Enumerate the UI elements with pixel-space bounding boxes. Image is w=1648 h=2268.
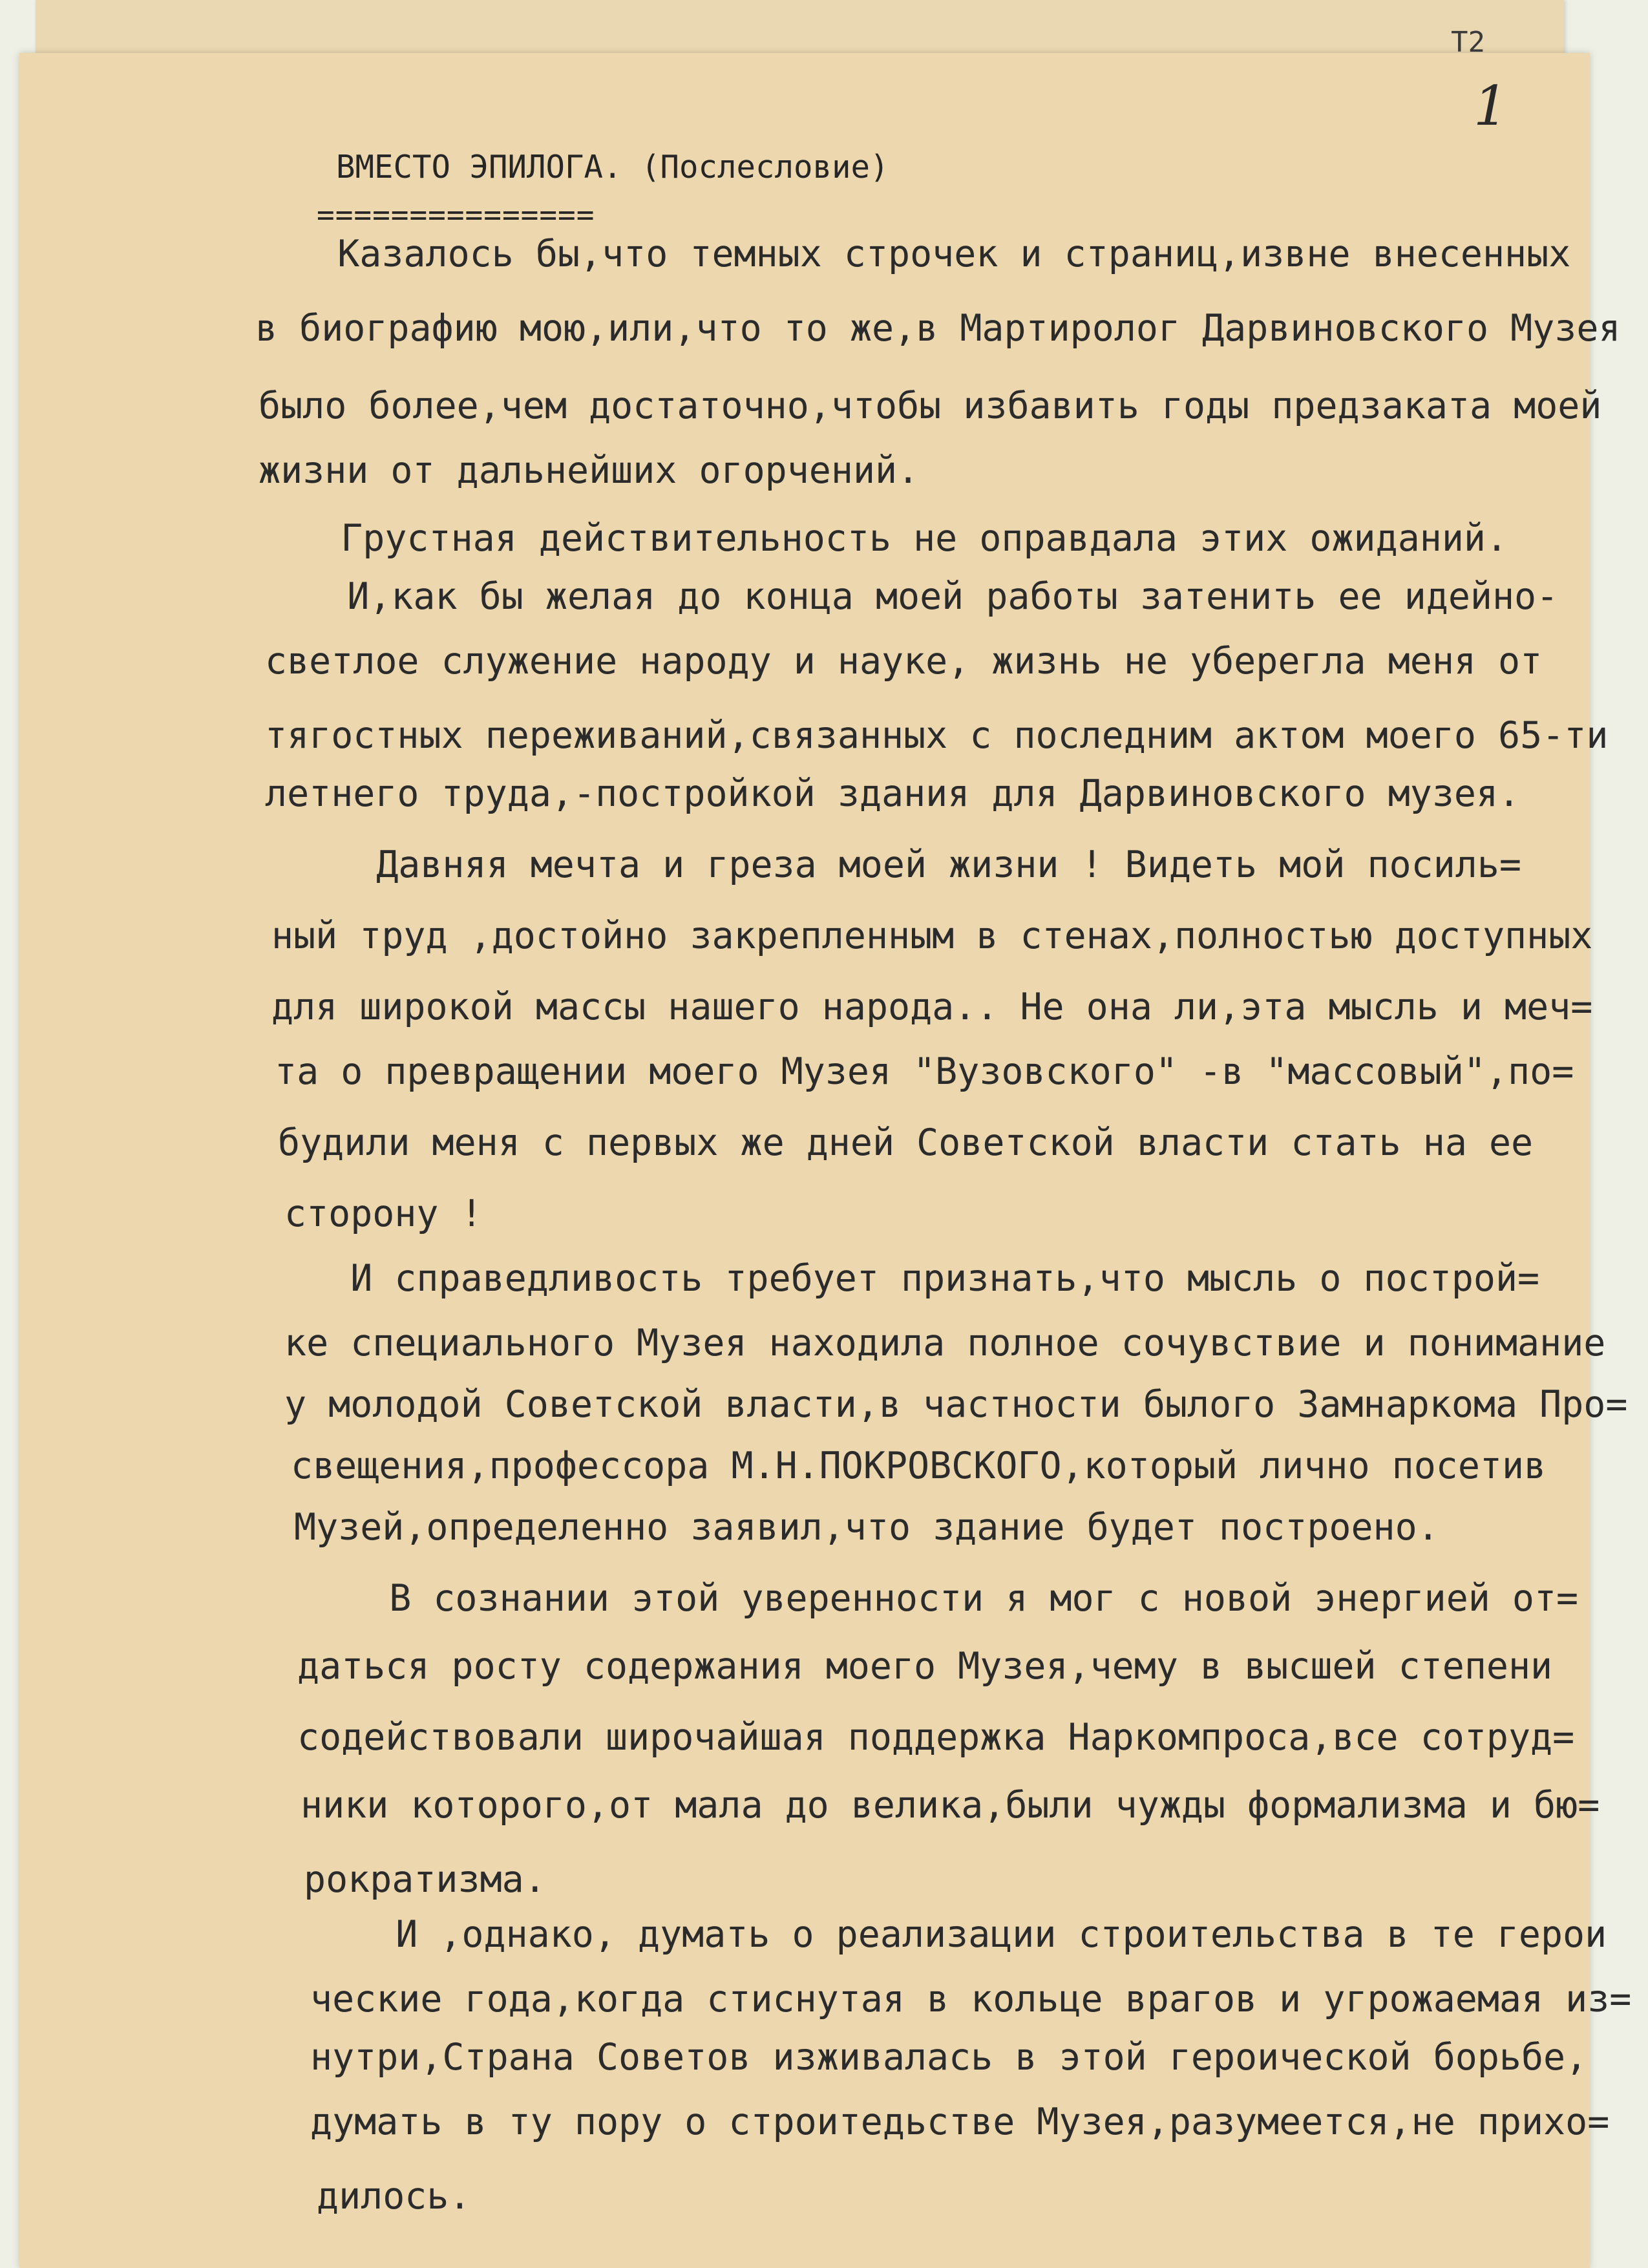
text-line: ники которого,от мала до велика,были чужды формализма и бю= xyxy=(301,1784,1600,1827)
text-line: летнего труда,-постройкой здания для Дарвиновского музея. xyxy=(265,772,1521,815)
text-line: И справедливость требует признать,что мысль о построй= xyxy=(284,1257,1540,1300)
text-line: ный труд ,достойно закрепленным в стенах,полностью доступных xyxy=(271,915,1593,957)
text-line: тягостных переживаний,связанных с последним актом моего 65-ти xyxy=(265,714,1609,757)
text-line: светлое служение народу и науке, жизнь не уберегла меня от xyxy=(265,640,1543,683)
text-line: И,как бы желая до конца моей работы затенить ее идейно- xyxy=(281,575,1559,618)
text-line: рократизма. xyxy=(304,1858,546,1901)
text-line: в биографию мою,или,что то же,в Мартиролог Дарвиновского Музея xyxy=(255,307,1621,350)
title-underline: =============== xyxy=(317,197,595,232)
document-title: ВМЕСТО ЭПИЛОГА. (Послесловие) xyxy=(336,149,889,185)
text-line: думать в ту пору о строитедьстве Музея,разумеется,не прихо= xyxy=(310,2101,1610,2143)
text-line: у молодой Советской власти,в частности былого Замнаркома Про= xyxy=(284,1383,1628,1426)
text-line: Казалось бы,что темных строчек и страниц,извне внесенных xyxy=(271,233,1571,275)
text-line: Музей,определенно заявил,что здание будет построено. xyxy=(294,1506,1439,1549)
text-line: было более,чем достаточно,чтобы избавить годы предзаката моей xyxy=(259,385,1602,427)
corner-mark: Т2 xyxy=(1451,26,1485,59)
text-line: та о превращении моего Музея "Вузовского" -в "массовый",по= xyxy=(275,1050,1574,1093)
text-line: Грустная действительность не оправдала этих ожиданий. xyxy=(275,517,1508,560)
text-line: ческие года,когда стиснутая в кольце врагов и угрожаемая из= xyxy=(310,1978,1632,2020)
text-line: Давняя мечта и греза моей жизни ! Видеть мой посиль= xyxy=(310,843,1521,886)
text-line: даться росту содержания моего Музея,чему в высшей степени xyxy=(297,1645,1553,1688)
text-line: ке специального Музея находила полное сочувствие и понимание xyxy=(284,1322,1606,1364)
text-line: В сознании этой уверенности я мог с новой энергией от= xyxy=(323,1577,1579,1620)
text-line: свещения,профессора М.Н.ПОКРОВСКОГО,который лично посетив xyxy=(291,1445,1547,1487)
text-line: дилось. xyxy=(317,2175,471,2218)
page-number: 1 xyxy=(1474,74,1508,138)
text-line: для широкой массы нашего народа.. Не она ли,эта мысль и меч= xyxy=(271,986,1593,1028)
text-line: сторону ! xyxy=(284,1192,483,1235)
text-line: И ,однако, думать о реализации строительства в те герои xyxy=(330,1913,1607,1956)
text-line: будили меня с первых же дней Советской власти стать на ее xyxy=(278,1121,1534,1164)
text-line: нутри,Страна Советов изживалась в этой героической борьбе, xyxy=(310,2036,1588,2079)
text-line: содействовали широчайшая поддержка Наркомпроса,все сотруд= xyxy=(297,1716,1575,1759)
text-line: жизни от дальнейших огорчений. xyxy=(259,449,920,492)
